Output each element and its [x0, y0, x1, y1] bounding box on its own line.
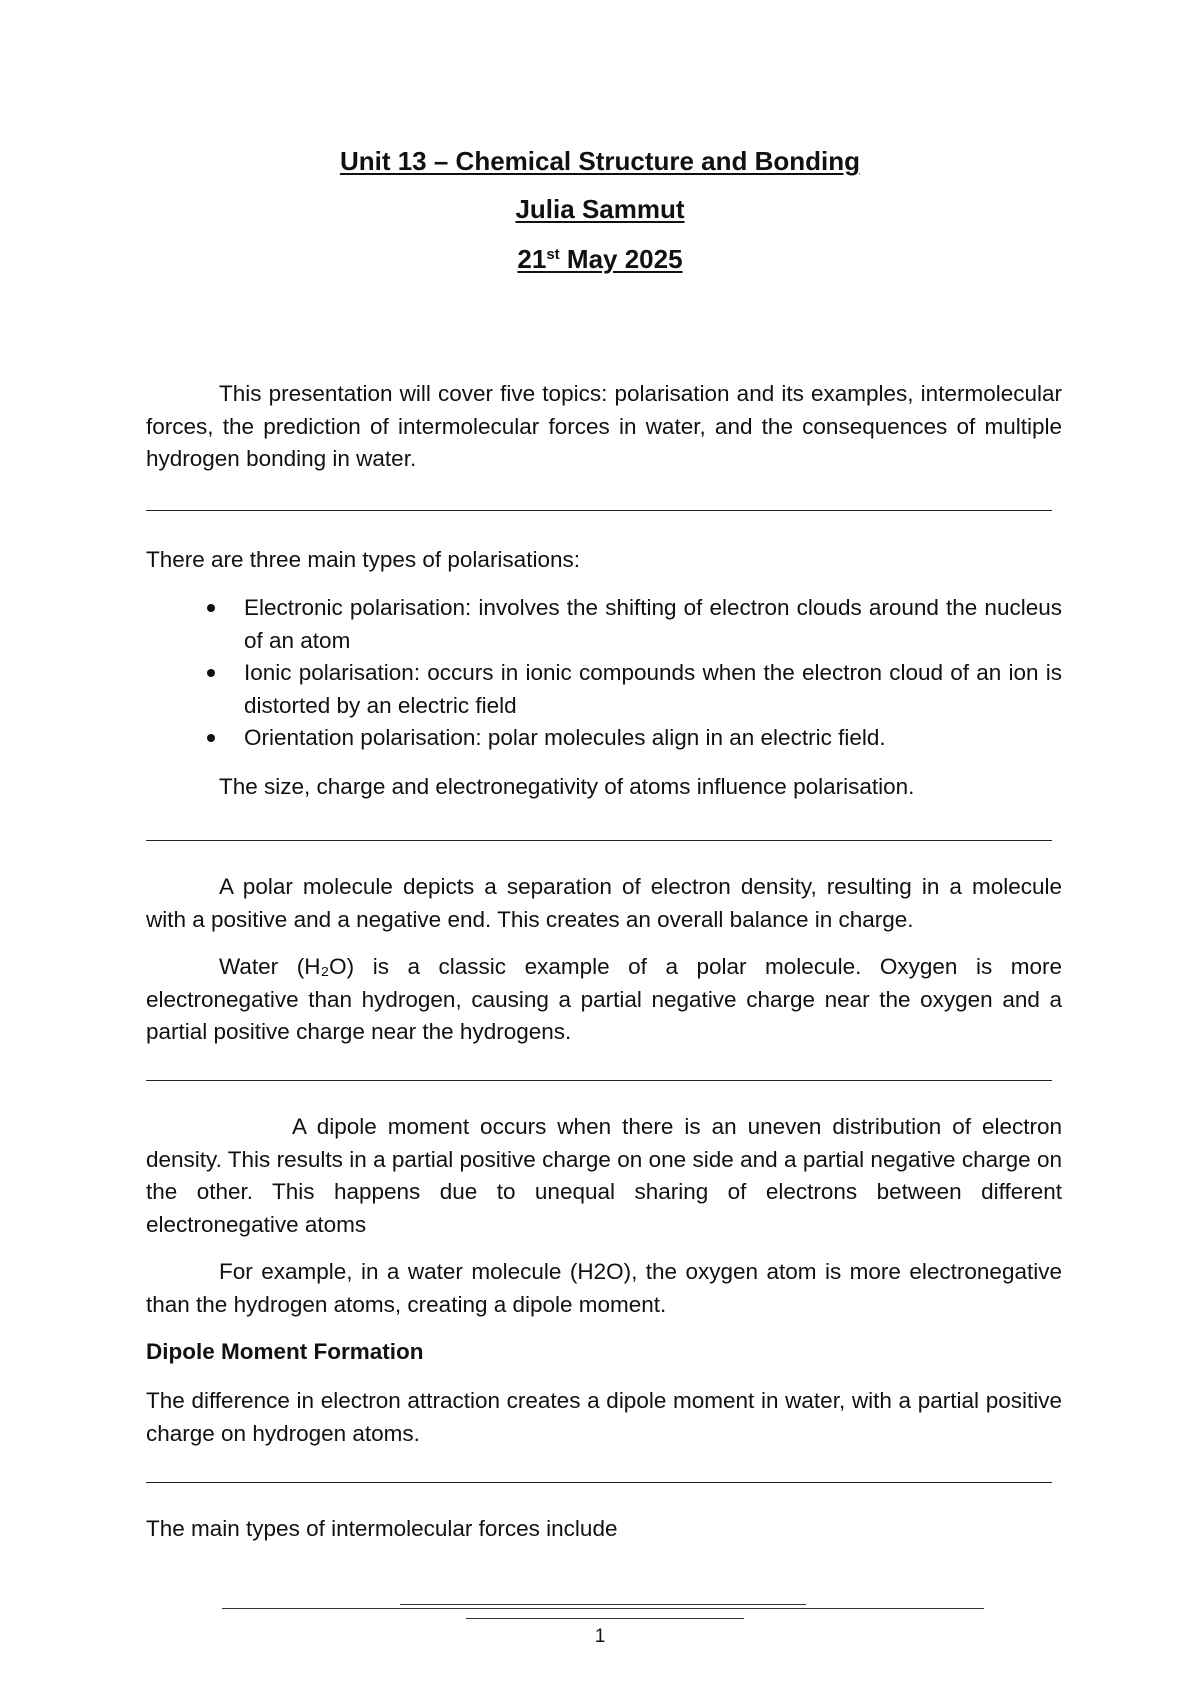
date-rest: May 2025	[559, 244, 683, 274]
dipole-subheading: Dipole Moment Formation	[146, 1339, 424, 1364]
list-item-text: Orientation polarisation: polar molecules align in an electric field.	[244, 725, 886, 750]
page-number: 1	[594, 1626, 606, 1647]
dipole-definition-paragraph: A dipole moment occurs when there is an uneven distribution of electron density. This results in a partial positive charge on one side and a partial negative charge on the other. This happens due to unequal sharing of electrons between different electronegative atoms	[146, 1114, 1062, 1237]
dipole-example-paragraph: For example, in a water molecule (H2O), the oxygen atom is more electronegative than the hydrogen atoms, creating a dipole moment.	[146, 1259, 1062, 1317]
list-item	[244, 722, 1062, 755]
polarisation-list	[244, 592, 1062, 755]
polarisation-note: The size, charge and electronegativity of atoms influence polarisation.	[219, 774, 915, 799]
footer-rule	[222, 1608, 984, 1609]
polar-molecule-paragraph: A polar molecule depicts a separation of electron density, resulting in a molecule with a positive and a negative end. This creates an overall balance in charge.	[146, 874, 1062, 932]
date-suffix: st	[546, 246, 560, 263]
list-item	[244, 592, 1062, 657]
list-item-text: Electronic polarisation: involves the shifting of electron clouds around the nucleus of an atom	[244, 595, 1062, 653]
date-day: 21	[517, 244, 547, 274]
dipole-formation-paragraph: The difference in electron attraction creates a dipole moment in water, with a partial positive charge on hydrogen atoms.	[146, 1388, 1062, 1446]
bullet-icon	[207, 669, 215, 677]
polarisation-lead: There are three main types of polarisations:	[146, 547, 580, 572]
document-title: Unit 13 – Chemical Structure and Bonding	[339, 146, 861, 176]
section-divider	[146, 1482, 1052, 1483]
imf-lead: The main types of intermolecular forces include	[146, 1516, 618, 1541]
author-name: Julia Sammut	[515, 194, 685, 224]
list-item	[244, 657, 1062, 722]
intro-paragraph: This presentation will cover five topics: polarisation and its examples, intermolecular forces, the prediction of intermolecular forces in water, and the consequences of multiple hydrogen bonding in water.	[146, 381, 1062, 471]
section-divider	[146, 840, 1052, 841]
bullet-icon	[207, 734, 215, 742]
document-date	[0, 244, 1200, 275]
section-divider	[146, 510, 1052, 511]
water-example-paragraph: Water (H₂O) is a classic example of a polar molecule. Oxygen is more electronegative than hydrogen, causing a partial negative charge near the oxygen and a partial positive charge near the hydrogens.	[146, 954, 1062, 1044]
section-divider	[146, 1080, 1052, 1081]
footer-rule	[400, 1604, 806, 1605]
bullet-icon	[207, 604, 215, 612]
list-item-text: Ionic polarisation: occurs in ionic compounds when the electron cloud of an ion is distorted by an electric field	[244, 660, 1062, 718]
footer-rule	[466, 1618, 744, 1619]
